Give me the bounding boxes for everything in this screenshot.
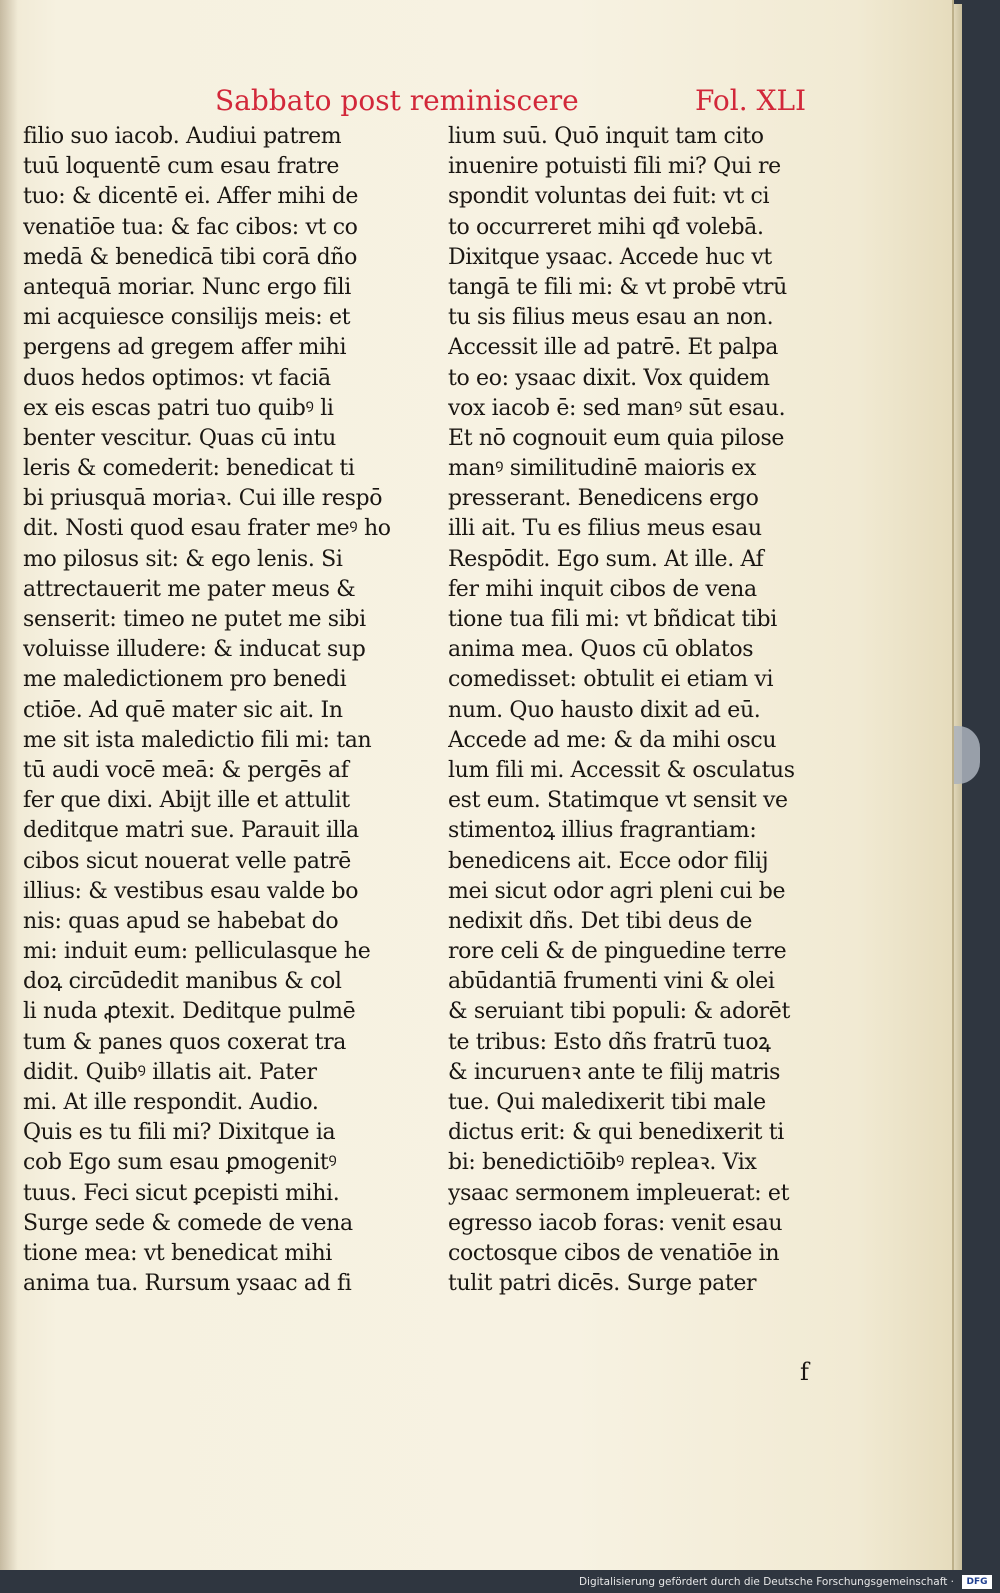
- text-line: & seruiant tibi populi: & adorēt: [448, 999, 790, 1025]
- text-line: tione mea: vt benedicat mihi: [23, 1240, 332, 1266]
- text-line: stimentoꝝ illius fragrantiam:: [448, 818, 757, 844]
- text-line: senserit: timeo ne putet me sibi: [23, 607, 366, 632]
- text-line: tuus. Feci sicut ꝑcepisti mihi.: [23, 1180, 340, 1206]
- dfg-logo: DFG: [962, 1575, 992, 1589]
- text-line: presserant. Benedicens ergo: [448, 486, 759, 512]
- text-line: benedicens ait. Ecce odor filij: [448, 848, 769, 874]
- text-line: cob Ego sum esau ꝑmogenitꝰ: [23, 1150, 337, 1176]
- text-line: didit. Quibꝰ illatis ait. Pater: [23, 1059, 317, 1085]
- text-line: Accessit ille ad patrē. Et palpa: [448, 335, 779, 361]
- text-line: me maledictionem pro benedi: [23, 667, 347, 693]
- text-line: bi: benedictiōibꝰ repleaꝛ. Vix: [448, 1150, 757, 1176]
- text-line: spondit voluntas dei fuit: vt ci: [448, 184, 770, 210]
- text-line: anima tua. Rursum ysaac ad fi: [23, 1271, 352, 1297]
- text-line: coctosque cibos de venatiōe in: [448, 1240, 780, 1266]
- text-line: benter vescitur. Quas cū intu: [23, 425, 336, 451]
- text-line: vox iacob ē: sed manꝰ sūt esau.: [448, 395, 786, 421]
- text-line: to eo: ysaac dixit. Vox quidem: [448, 365, 770, 391]
- text-line: abūdantiā frumenti vini & olei: [448, 969, 775, 995]
- text-line: voluisse illudere: & inducat sup: [23, 637, 366, 663]
- text-column-right: [448, 122, 853, 1299]
- text-line: medā & benedicā tibi corā dño: [23, 244, 358, 270]
- text-line: leris & comederit: benedicat ti: [23, 456, 355, 482]
- text-line: tuū loquentē cum esau fratre: [23, 154, 340, 180]
- text-line: Surge sede & comede de vena: [23, 1210, 353, 1236]
- text-line: num. Quo hausto dixit ad eū.: [448, 697, 761, 723]
- text-line: li nuda ꝓtexit. Deditque pulmē: [23, 999, 356, 1025]
- text-line: mi. At ille respondit. Audio.: [23, 1090, 319, 1115]
- text-line: est eum. Statimque vt sensit ve: [448, 788, 788, 814]
- text-line: dit. Nosti quod esau frater meꝰ ho: [23, 516, 391, 542]
- text-line: egresso iacob foras: venit esau: [448, 1210, 783, 1236]
- text-line: tū audi vocē meā: & pergēs af: [23, 757, 349, 783]
- text-line: pergens ad gregem affer mihi: [23, 335, 347, 361]
- text-line: ex eis escas patri tuo quibꝰ li: [23, 395, 334, 421]
- text-line: ctiōe. Ad quē mater sic ait. In: [23, 697, 343, 723]
- text-line: bi priusquā moriaꝛ. Cui ille respō: [23, 486, 383, 512]
- text-line: Quis es tu fili mi? Dixitque ia: [23, 1120, 336, 1146]
- text-line: deditque matri sue. Parauit illa: [23, 818, 359, 844]
- text-line: venatiōe tua: & fac cibos: vt co: [23, 214, 358, 240]
- text-line: lum fili mi. Accessit & osculatus: [448, 757, 795, 783]
- text-line: tu sis filius meus esau an non.: [448, 305, 774, 331]
- text-line: tue. Qui maledixerit tibi male: [448, 1090, 766, 1115]
- text-line: tangā te fili mi: & vt probē vtrū: [448, 274, 787, 300]
- text-line: nedixit dñs. Det tibi deus de: [448, 908, 753, 934]
- text-line: fer mihi inquit cibos de vena: [448, 576, 757, 602]
- text-line: anima mea. Quos cū oblatos: [448, 637, 754, 663]
- text-line: te tribus: Esto dñs fratrū tuoꝝ: [448, 1029, 771, 1055]
- text-line: mi acquiesce consilijs meis: et: [23, 305, 351, 331]
- text-line: tum & panes quos coxerat tra: [23, 1029, 347, 1055]
- text-line: comedisset: obtulit ei etiam vi: [448, 667, 774, 693]
- text-line: illius: & vestibus esau valde bo: [23, 878, 359, 904]
- text-line: Respōdit. Ego sum. At ille. Af: [448, 546, 764, 572]
- signature-mark: f: [800, 1358, 809, 1386]
- text-line: Accede ad me: & da mihi oscu: [448, 727, 777, 753]
- text-line: lium suū. Quō inquit tam cito: [448, 124, 764, 149]
- text-line: to occurreret mihi qđ volebā.: [448, 214, 764, 240]
- text-line: illi ait. Tu es filius meus esau: [448, 516, 762, 542]
- text-line: tuo: & dicentē ei. Affer mihi de: [23, 184, 359, 210]
- text-line: manꝰ similitudinē maioris ex: [448, 456, 756, 482]
- text-line: dictus erit: & qui benedixerit ti: [448, 1120, 784, 1146]
- text-line: tulit patri dicēs. Surge pater: [448, 1271, 757, 1297]
- text-line: tione tua fili mi: vt bñdicat tibi: [448, 607, 777, 632]
- running-head: Sabbato post reminiscere: [215, 84, 579, 117]
- text-line: Dixitque ysaac. Accede huc vt: [448, 244, 772, 270]
- text-line: nis: quas apud se habebat do: [23, 908, 339, 934]
- text-line: me sit ista maledictio fili mi: tan: [23, 727, 372, 753]
- text-line: cibos sicut nouerat velle patrē: [23, 848, 351, 874]
- text-line: duos hedos optimos: vt faciā: [23, 365, 331, 391]
- text-line: & incuruenꝛ ante te filij matris: [448, 1059, 781, 1085]
- text-line: inuenire potuisti fili mi? Qui re: [448, 154, 781, 180]
- footer-credit: Digitalisierung gefördert durch die Deutsche Forschungsgemeinschaft ·: [578, 1576, 954, 1588]
- folio-number: Fol. XLI: [695, 84, 807, 117]
- text-column-left: [23, 122, 428, 1299]
- text-line: mo pilosus sit: & ego lenis. Si: [23, 546, 343, 572]
- text-line: rore celi & de pinguedine terre: [448, 939, 787, 965]
- text-line: Et nō cognouit eum quia pilose: [448, 425, 785, 451]
- text-line: doꝝ circūdedit manibus & col: [23, 969, 342, 995]
- text-line: ysaac sermonem impleuerat: et: [448, 1180, 790, 1206]
- text-line: mi: induit eum: pelliculasque he: [23, 939, 371, 965]
- text-line: filio suo iacob. Audiui patrem: [23, 124, 342, 149]
- text-line: fer que dixi. Abijt ille et attulit: [23, 788, 350, 814]
- text-line: mei sicut odor agri pleni cui be: [448, 878, 786, 904]
- gutter-shadow: [0, 0, 18, 1570]
- text-line: attrectauerit me pater meus &: [23, 576, 356, 602]
- text-line: antequā moriar. Nunc ergo fili: [23, 274, 351, 300]
